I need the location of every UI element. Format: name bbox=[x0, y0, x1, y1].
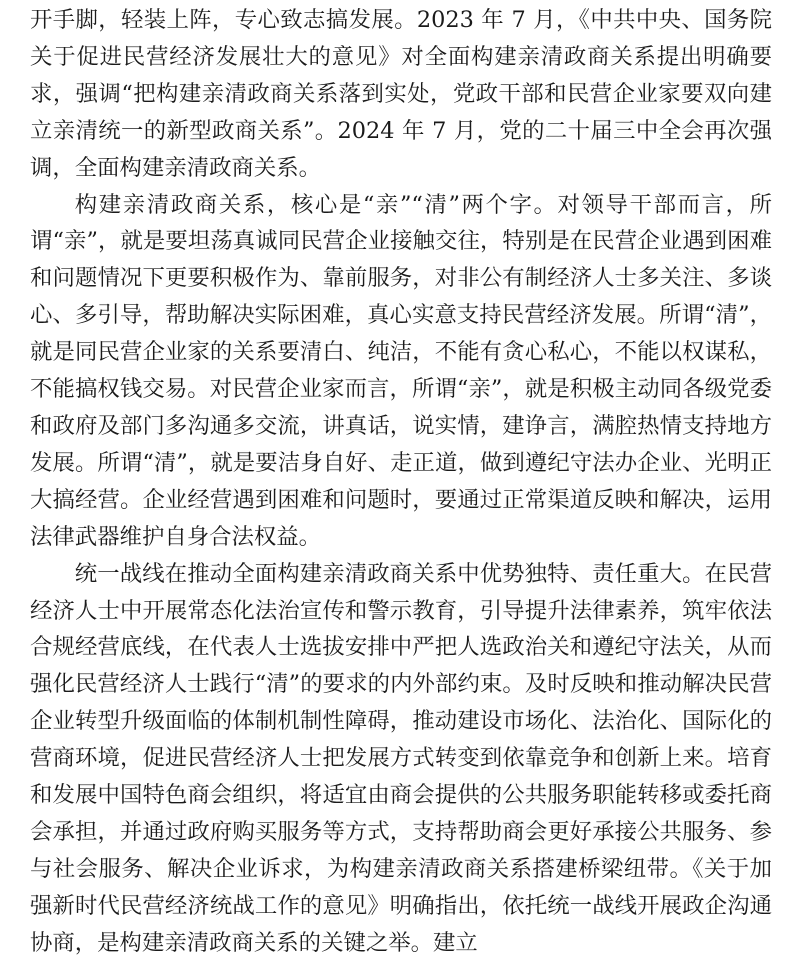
paragraph-3: 统一战线在推动全面构建亲清政商关系中优势独特、责任重大。在民营经济人士中开展常态化法治宣传和警示教育，引导提升法律素养，筑牢依法合规经营底线，在代表人士选拔安排中严把人选政治关和遵纪守法关，从而强化民营经济人士践行“清”的要求的内外部约束。及时反映和推动解决民营企业转型升级面临的体制机制性障碍，推动建设市场化、法治化、国际化的营商环境，促进民营经济人士把发展方式转变到依靠竞争和创新上来。培育和发展中国特色商会组织，将适宜由商会提供的公共服务职能转移或委托商会承担，并通过政府购买服务等方式，支持帮助商会更好承接公共服务、参与社会服务、解决企业诉求，为构建亲清政商关系搭建桥梁纽带。《关于加强新时代民营经济统战工作的意见》明确指出，依托统一战线开展政企沟通协商，是构建亲清政商关系的关键之举。建立 bbox=[30, 560, 772, 956]
paragraph-2: 构建亲清政商关系，核心是“亲”“清”两个字。对领导干部而言，所谓“亲”，就是要坦荡真诚同民营企业接触交往，特别是在民营企业遇到困难和问题情况下更要积极作为、靠前服务，对非公有制经济人士多关注、多谈心、多引导，帮助解决实际困难，真心实意支持民营经济发展。所谓“清”，就是同民营企业家的关系要清白、纯洁，不能有贪心私心，不能以权谋私，不能搞权钱交易。对民营企业家而言，所谓“亲”，就是积极主动同各级党委和政府及部门多沟通多交流，讲真话，说实情，建诤言，满腔热情支持地方发展。所谓“清”，就是要洁身自好、走正道，做到遵纪守法办企业、光明正大搞经营。企业经营遇到困难和问题时，要通过正常渠道反映和解决，运用法律武器维护自身合法权益。 bbox=[30, 191, 772, 550]
article-body bbox=[30, 2, 772, 962]
paragraph-1: 开手脚，轻装上阵，专心致志搞发展。2023 年 7 月，《中共中央、国务院关于促进民营经济发展壮大的意见》对全面构建亲清政商关系提出明确要求，强调“把构建亲清政商关系落到实处，党政干部和民营企业家要双向建立亲清统一的新型政商关系”。2024 年 7 月，党的二十届三中全会再次强调，全面构建亲清政商关系。 bbox=[30, 7, 772, 181]
